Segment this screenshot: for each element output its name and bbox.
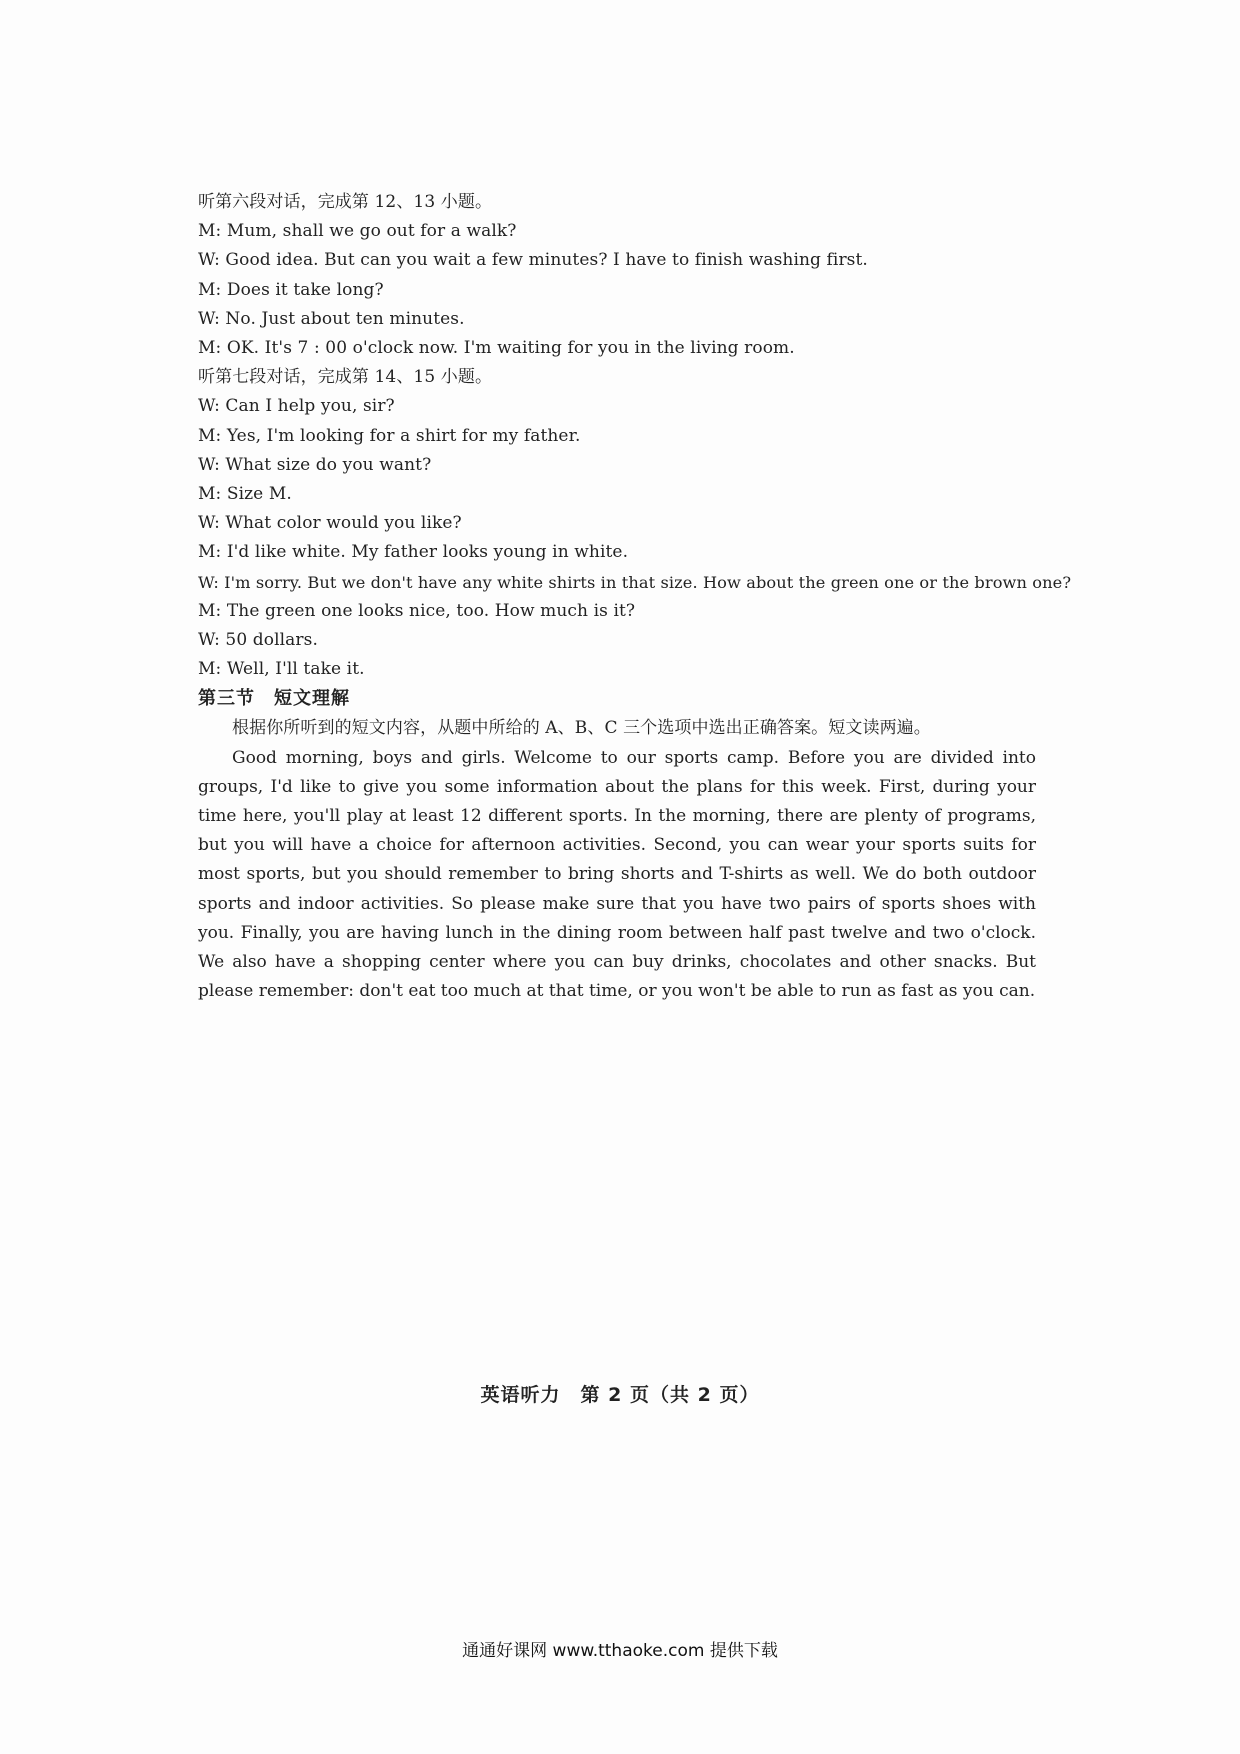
dialogue6-line: W: Good idea. But can you wait a few minutes? I have to finish washing first. xyxy=(198,250,868,271)
download-credit: 通通好课网 www.tthaoke.com 提供下载 xyxy=(462,1641,778,1661)
dialogue6-heading: 听第六段对话，完成第 12、13 小题。 xyxy=(198,192,493,212)
section3-passage: Good morning, boys and girls. Welcome to our sports camp. Before you are divided into groups, I'd like to give you some information about the plans for this week. First, during your time here, you'll play at least 12 different sports. In the morning, there are plenty of programs, but you will have a choice for afternoon activities. Second, you can wear your sports suits for most sports, but you should remember to bring shorts and T-shirts as well. We do both outdoor sports and indoor activities. So please make sure that you have two pairs of sports shoes with you. Finally, you are having lunch in the dining room between half past twelve and two o'clock. We also have a shopping center where you can buy drinks, chocolates and other snacks. But please remember: don't eat too much at that time, or you won't be able to run as fast as you can. xyxy=(198,747,1036,1002)
dialogue7-heading: 听第七段对话，完成第 14、15 小题。 xyxy=(198,367,493,388)
dialogue7-line: W: What size do you want? xyxy=(198,454,432,475)
dialogue6-line: M: OK. It's 7 : 00 o'clock now. I'm waiting for you in the living room. xyxy=(198,338,795,359)
section3-instruction: 根据你所听到的短文内容，从题中所给的 A、B、C 三个选项中选出正确答案。短文读两遍。 xyxy=(232,718,931,739)
dialogue7-line: M: Size M. xyxy=(198,484,292,505)
dialogue7-line: W: Can I help you, sir? xyxy=(198,396,395,417)
dialogue7-line: M: The green one looks nice, too. How much is it? xyxy=(198,600,636,621)
dialogue6-line: W: No. Just about ten minutes. xyxy=(198,308,465,329)
dialogue6-line: M: Mum, shall we go out for a walk? xyxy=(198,221,517,242)
page-content xyxy=(198,188,1072,1006)
dialogue7-line: W: What color would you like? xyxy=(198,513,462,534)
section3-heading: 第三节 短文理解 xyxy=(198,688,350,710)
page-footer: 英语听力 第 2 页（共 2 页） xyxy=(480,1384,760,1406)
dialogue7-line: W: 50 dollars. xyxy=(198,630,318,651)
dialogue7-line: W: I'm sorry. But we don't have any white shirts in that size. How about the green one or the brown one? xyxy=(198,572,1072,592)
dialogue7-line: M: I'd like white. My father looks young in white. xyxy=(198,542,629,563)
dialogue7-line: M: Well, I'll take it. xyxy=(198,659,365,680)
dialogue6-line: M: Does it take long? xyxy=(198,279,384,300)
dialogue7-line: M: Yes, I'm looking for a shirt for my father. xyxy=(198,425,581,446)
